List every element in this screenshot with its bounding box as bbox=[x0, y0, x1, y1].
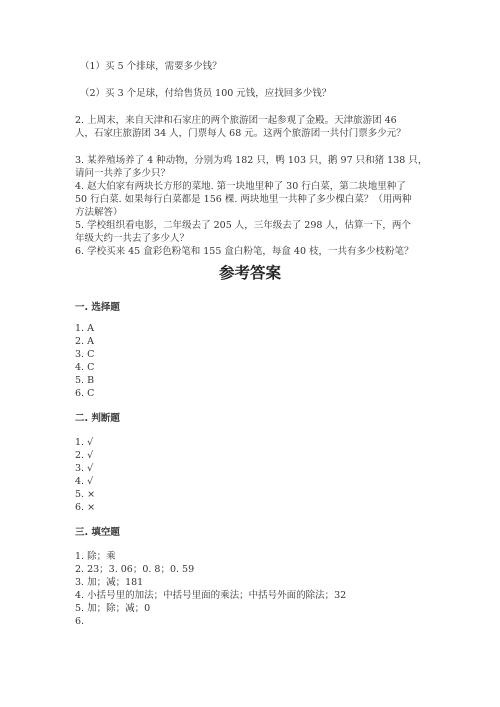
fill-answer-4: 4. 小括号里的加法；中括号里面的乘法；中括号外面的除法；32 bbox=[75, 590, 347, 601]
choice-answer-6: 6. C bbox=[75, 388, 95, 399]
judge-answer-6: 6. × bbox=[75, 502, 96, 513]
question-2-line-1: 2. 上周末，来自天津和石家庄的两个旅游团一起参观了金殿。天津旅游团 46 bbox=[75, 115, 397, 126]
question-4-line-1: 4. 赵大伯家有两块长方形的菜地. 第一块地里种了 30 行白菜，第二块地里种了 bbox=[75, 181, 406, 192]
fill-answer-6: 6. bbox=[75, 616, 85, 627]
section-heading-fill-in: 三. 填空题 bbox=[75, 527, 120, 538]
choice-answer-1: 1. A bbox=[75, 323, 94, 334]
question-3-line-2: 请问一共养了多少只？ bbox=[75, 168, 171, 179]
choice-answer-3: 3. C bbox=[75, 349, 95, 360]
question-5-line-2: 年级大约一共去了多少人？ bbox=[75, 233, 190, 244]
fill-answer-3: 3. 加；减；181 bbox=[75, 577, 144, 588]
choice-answer-5: 5. B bbox=[75, 375, 95, 386]
fill-answer-2: 2. 23；3. 06；0. 8；0. 59 bbox=[75, 564, 195, 575]
question-5-line-1: 5. 学校组织看电影，二年级去了 205 人，三年级去了 298 人，估算一下，两个 bbox=[75, 220, 411, 231]
section-heading-choice: 一. 选择题 bbox=[75, 302, 120, 313]
question-1-part-2: （2）买 3 个足球，付给售货员 100 元钱，应找回多少钱？ bbox=[80, 88, 332, 99]
choice-answer-4: 4. C bbox=[75, 362, 95, 373]
answer-key-title: 参考答案 bbox=[218, 264, 281, 282]
judge-answer-1: 1. √ bbox=[75, 437, 94, 448]
judge-answer-2: 2. √ bbox=[75, 450, 94, 461]
question-4-line-2: 50 行白菜. 如果每行白菜都是 156 棵. 两块地里一共种了多少棵白菜？（用两种 bbox=[75, 194, 412, 205]
fill-answer-1: 1. 除；乘 bbox=[75, 551, 116, 562]
question-6-line-1: 6. 学校买来 45 盒彩色粉笔和 155 盒白粉笔，每盒 40 枝，一共有多少枝粉笔？ bbox=[75, 246, 414, 257]
question-3-line-1: 3. 某养殖场养了 4 种动物，分别为鸡 182 只，鸭 103 只，鹅 97 只和猪 138 只， bbox=[75, 155, 428, 166]
judge-answer-5: 5. × bbox=[75, 489, 96, 500]
fill-answer-5: 5. 加；除；减；0 bbox=[75, 603, 151, 614]
judge-answer-4: 4. √ bbox=[75, 476, 94, 487]
choice-answer-2: 2. A bbox=[75, 336, 94, 347]
question-1-part-1: （1）买 5 个排球，需要多少钱？ bbox=[80, 61, 222, 72]
judge-answer-3: 3. √ bbox=[75, 463, 94, 474]
question-4-line-3: 方法解答） bbox=[75, 207, 123, 218]
question-2-line-2: 人，石家庄旅游团 34 人，门票每人 68 元。这两个旅游团一共付门票多少元？ bbox=[75, 128, 406, 139]
section-heading-true-false: 二. 判断题 bbox=[75, 413, 120, 424]
